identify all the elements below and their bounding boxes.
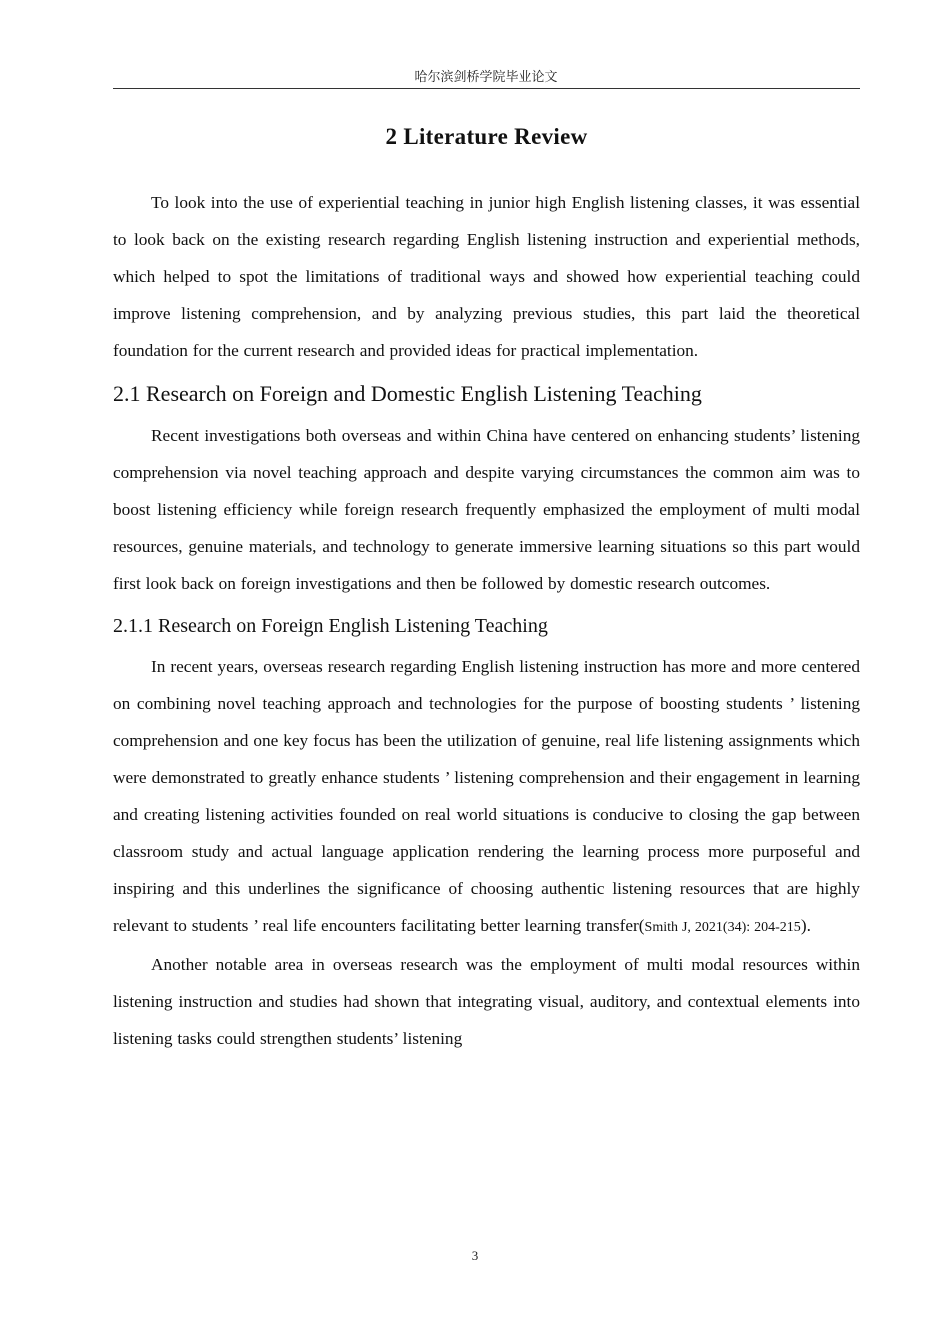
page-content: [113, 120, 860, 1057]
section-heading-2-1: 2.1 Research on Foreign and Domestic English Listening Teaching: [113, 381, 702, 406]
paragraph-text: In recent years, overseas research regarding English listening instruction has more and more centered on combining novel teaching approach and technologies for the purpose of boosting students ’ listening comprehension and one key focus has been the utilization of genuine, real life listening assignments which were demonstrated to greatly enhance students ’ listening comprehension and their engagement in learning and creating listening activities founded on real world situations is conducive to closing the gap between classroom study and actual language application rendering the learning process more purposeful and inspiring and this underlines the significance of choosing authentic listening resources that are highly relevant to students ’ real life encounters facilitating better learning transfer(: [113, 657, 860, 935]
intro-paragraph: To look into the use of experiential teaching in junior high English listening classes, it was essential to look back on the existing research regarding English listening instruction and experiential methods, which helped to spot the limitations of traditional ways and showed how experiential teaching could improve listening comprehension, and by analyzing previous studies, this part laid the theoretical foundation for the current research and provided ideas for practical implementation.: [113, 193, 860, 360]
section-heading-2-1-1: 2.1.1 Research on Foreign English Listening Teaching: [113, 615, 548, 637]
citation-close: ).: [800, 916, 811, 935]
citation: Smith J, 2021(34): 204-215: [644, 920, 801, 935]
section-2-1-1-paragraph-1: [113, 648, 860, 946]
page-number: 3: [471, 1248, 479, 1263]
section-2-1-1-paragraph-2: Another notable area in overseas research was the employment of multi modal resources within listening instruction and studies had shown that integrating visual, auditory, and contextual elements into listening tasks could strengthen students’ listening: [113, 955, 860, 1048]
header-rule: [113, 88, 860, 89]
section-2-1-paragraph: Recent investigations both overseas and within China have centered on enhancing students’ listening comprehension via novel teaching approach and despite varying circumstances the common aim was to boost listening efficiency while foreign research frequently emphasized the employment of multi modal resources, genuine materials, and technology to generate immersive learning situations so this part would first look back on foreign investigations and then be followed by domestic research outcomes.: [113, 426, 860, 593]
chapter-title: 2 Literature Review: [385, 124, 588, 149]
running-header: 哈尔滨剑桥学院毕业论文: [414, 70, 558, 85]
